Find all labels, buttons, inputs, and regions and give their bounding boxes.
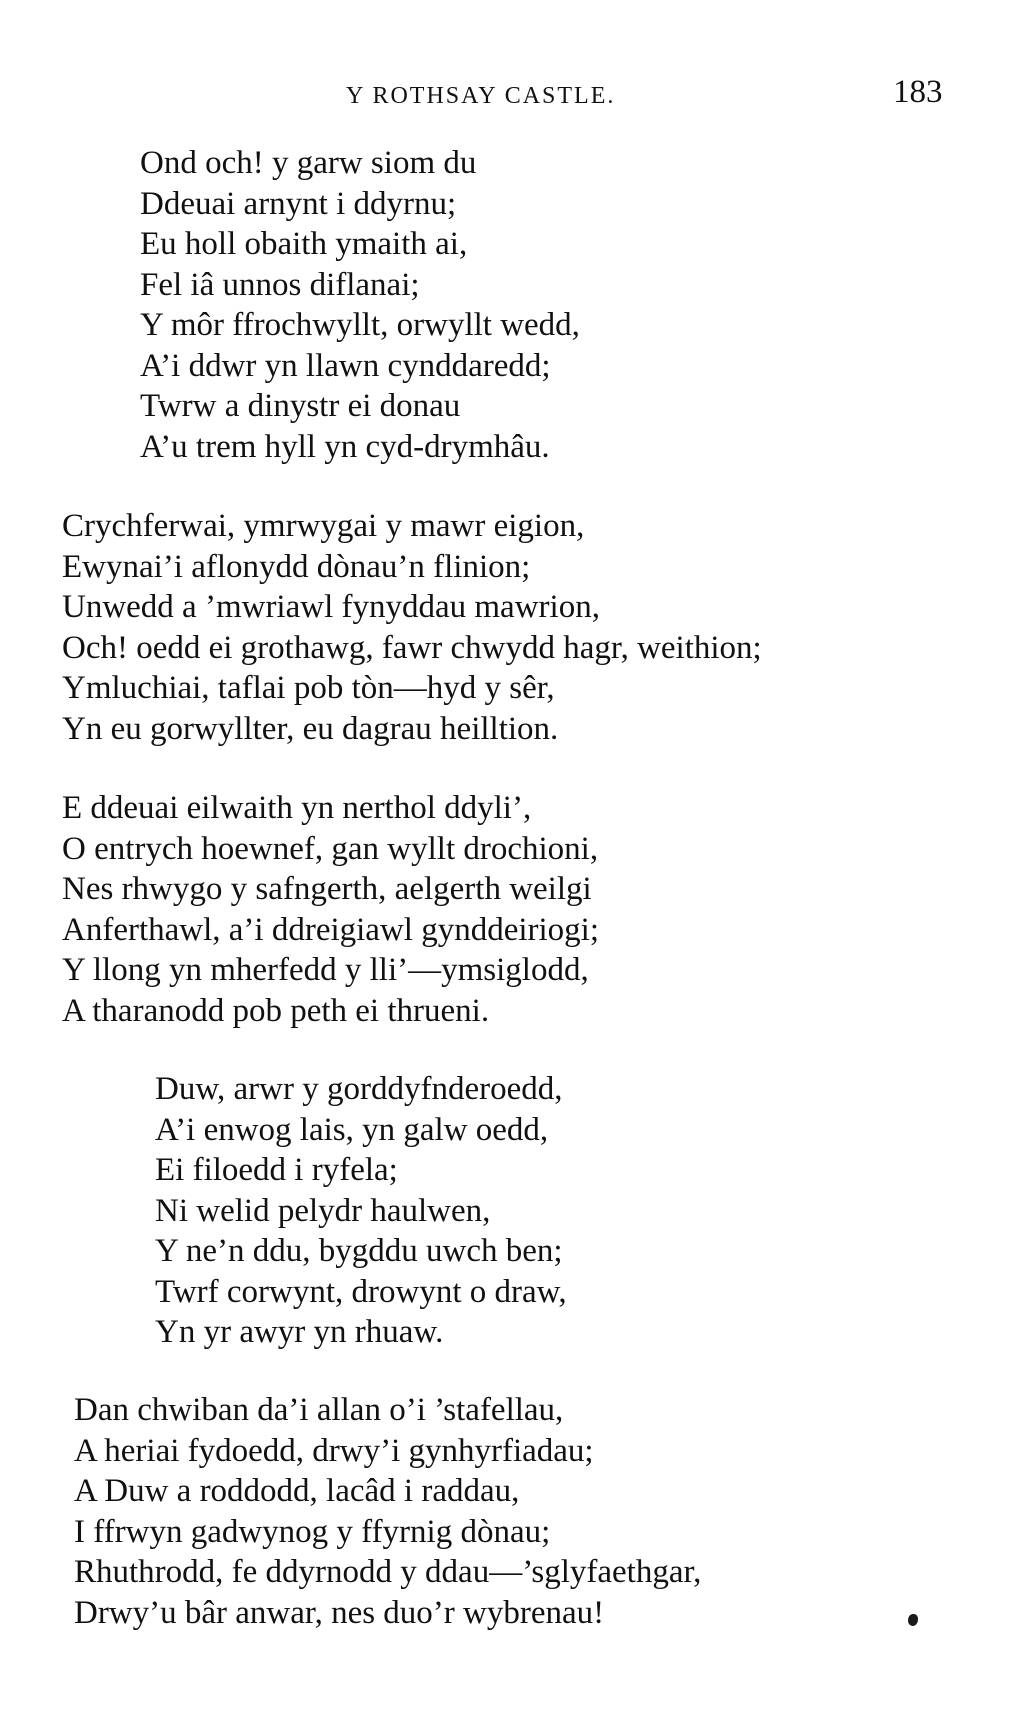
verse-line: Anferthawl, a’i ddreigiawl gynddeiriogi;: [62, 911, 600, 948]
verse-line: Twrf corwynt, drowynt o draw,: [155, 1273, 567, 1310]
verse-line: E ddeuai eilwaith yn nerthol ddyli’,: [62, 790, 532, 826]
verse-line: A’i ddwr yn llawn cynddaredd;: [140, 347, 551, 384]
verse-line: Ewynai’i aflonydd dònau’n flinion;: [62, 548, 531, 585]
verse-line: Ond och! y garw siom du: [140, 145, 477, 181]
page-number: 183: [893, 74, 943, 110]
verse-line: Unwedd a ’mwriawl fynyddau mawrion,: [62, 589, 600, 625]
verse-line: Y ne’n ddu, bygddu uwch ben;: [155, 1233, 563, 1269]
verse-line: A heriai fydoedd, drwy’i gynhyrfiadau;: [74, 1432, 594, 1469]
verse-line: Dan chwiban da’i allan o’i ’stafellau,: [74, 1392, 564, 1428]
verse-line: Ei filoedd i ryfela;: [155, 1152, 398, 1188]
verse-line: A’u trem hyll yn cyd-drymhâu.: [140, 428, 550, 465]
verse-line: Y môr ffrochwyllt, orwyllt wedd,: [140, 307, 580, 343]
verse-line: Och! oedd ei grothawg, fawr chwydd hagr, weithion;: [62, 629, 762, 666]
verse-line: Nes rhwygo y safngerth, aelgerth weilgi: [62, 871, 592, 907]
stanza-4: [155, 1069, 567, 1353]
verse-line: Yn eu gorwyllter, eu dagrau heilltion.: [62, 710, 559, 747]
verse-line: Ni welid pelydr haulwen,: [155, 1192, 491, 1229]
verse-line: I ffrwyn gadwynog y ffyrnig dònau;: [74, 1513, 551, 1550]
verse-line: Eu holl obaith ymaith ai,: [140, 226, 468, 262]
stanza-3: [62, 788, 599, 1031]
verse-line: Yn yr awyr yn rhuaw.: [155, 1314, 444, 1350]
verse-line: Ddeuai arnynt i ddyrnu;: [140, 185, 457, 222]
verse-line: A Duw a roddodd, lacâd i raddau,: [74, 1473, 520, 1509]
verse-line: A’i enwog lais, yn galw oedd,: [155, 1111, 549, 1148]
verse-line: Fel iâ unnos diflanai;: [140, 266, 420, 303]
stanza-1: [140, 143, 580, 467]
verse-line: Duw, arwr y gorddyfnderoedd,: [155, 1071, 563, 1107]
verse-line: Rhuthrodd, fe ddyrnodd y ddau—’sglyfaethgar,: [74, 1554, 702, 1590]
verse-line: A tharanodd pob peth ei thrueni.: [62, 992, 490, 1029]
verse-line: Drwy’u bâr anwar, nes duo’r wybrenau!: [74, 1594, 605, 1631]
verse-line: O entrych hoewnef, gan wyllt drochioni,: [62, 830, 599, 867]
verse-line: Twrw a dinystr ei donau: [140, 388, 461, 424]
stanza-2: [62, 506, 762, 749]
ink-spot: [908, 1614, 918, 1626]
verse-line: Crychferwai, ymrwygai y mawr eigion,: [62, 508, 585, 544]
verse-line: Y llong yn mherfedd y lli’—ymsiglodd,: [62, 952, 589, 988]
running-head: [0, 76, 1010, 116]
running-title: Y ROTHSAY CASTLE.: [346, 83, 616, 109]
stanza-5: [74, 1390, 701, 1633]
verse-line: Ymluchiai, taflai pob tòn—hyd y sêr,: [62, 670, 555, 706]
